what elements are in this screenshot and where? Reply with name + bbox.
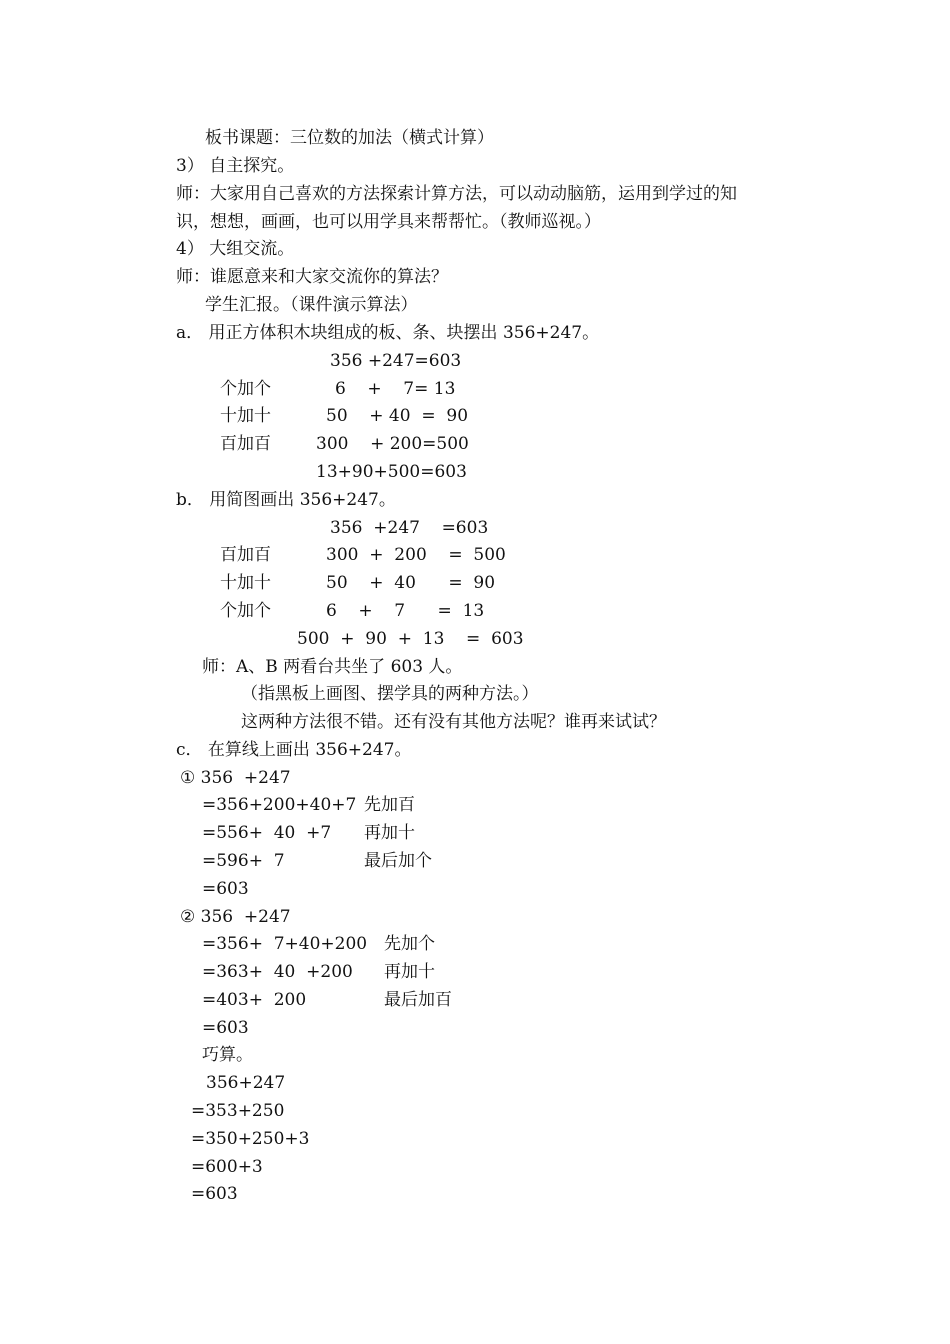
way2-step: =363+ 40 +200 [202,962,353,982]
teacher-praise: 这两种方法很不错。还有没有其他方法呢？谁再来试试？ [241,712,666,732]
clever-line: =603 [191,1184,238,1204]
way1-step: =603 [202,879,249,899]
teacher-explore-line-1: 师：大家用自己喜欢的方法探索计算方法，可以动动脑筋，运用到学过的知 [176,184,737,204]
method-b-row1-label: 百加百 [220,545,271,565]
method-b-row3-expr: 6 + 7 = 13 [326,601,485,621]
way1-step: =556+ 40 +7 [202,823,332,843]
student-report: 学生汇报。（课件演示算法） [205,295,418,315]
way1-note: 再加十 [364,823,415,843]
teacher-question: 师：谁愿意来和大家交流你的算法？ [176,267,448,287]
clever-line: =600+3 [191,1157,263,1177]
method-b-row2-expr: 50 + 40 = 90 [326,573,496,593]
way2-step: =356+ 7+40+200 [202,934,368,954]
way2-note: 再加十 [384,962,435,982]
pointing-note: （指黑板上画图、摆学具的两种方法。） [241,684,539,704]
method-b-row2-label: 十加十 [220,573,271,593]
method-a-heading: a． 用正方体积木块组成的板、条、块摆出 356+247。 [176,323,600,343]
teacher-stand-total: 师：A、B 两看台共坐了 603 人。 [202,657,463,677]
method-a-row1-expr: 6 + 7= 13 [335,379,456,399]
method-b-row3-label: 个加个 [220,601,271,621]
clever-heading: 巧算。 [202,1045,253,1065]
teacher-explore-line-2: 识，想想，画画，也可以用学具来帮帮忙。（教师巡视。） [176,212,601,232]
method-a-row3-label: 百加百 [220,434,271,454]
method-b-heading: b． 用简图画出 356+247。 [176,490,396,510]
section-3-heading: 3） 自主探究。 [176,156,295,176]
clever-line: =353+250 [191,1101,285,1121]
section-4-heading: 4） 大组交流。 [176,239,295,259]
method-a-row2-expr: 50 + 40 = 90 [326,406,469,426]
way2-step: =603 [202,1018,249,1038]
way2-note: 最后加百 [384,990,452,1010]
method-a-row3-expr: 300 + 200=500 [316,434,469,454]
board-title: 板书课题：三位数的加法（横式计算） [205,128,494,148]
clever-line: =350+250+3 [191,1129,310,1149]
clever-line: 356+247 [206,1073,286,1093]
way1-note: 最后加个 [364,851,432,871]
method-c-heading: c． 在算线上画出 356+247。 [176,740,412,760]
way1-step: =356+200+40+7 [202,795,357,815]
way1-start: ① 356 +247 [180,768,291,788]
way1-note: 先加百 [364,795,415,815]
way1-step: =596+ 7 [202,851,285,871]
way2-start: ② 356 +247 [180,907,291,927]
method-b-total: 500 + 90 + 13 = 603 [297,629,524,649]
method-a-equation: 356 +247=603 [330,351,462,371]
method-b-equation: 356 +247 =603 [330,518,489,538]
method-a-row2-label: 十加十 [220,406,271,426]
way2-note: 先加个 [384,934,435,954]
method-a-total: 13+90+500=603 [316,462,467,482]
way2-step: =403+ 200 [202,990,307,1010]
method-a-row1-label: 个加个 [220,379,271,399]
method-b-row1-expr: 300 + 200 = 500 [326,545,506,565]
